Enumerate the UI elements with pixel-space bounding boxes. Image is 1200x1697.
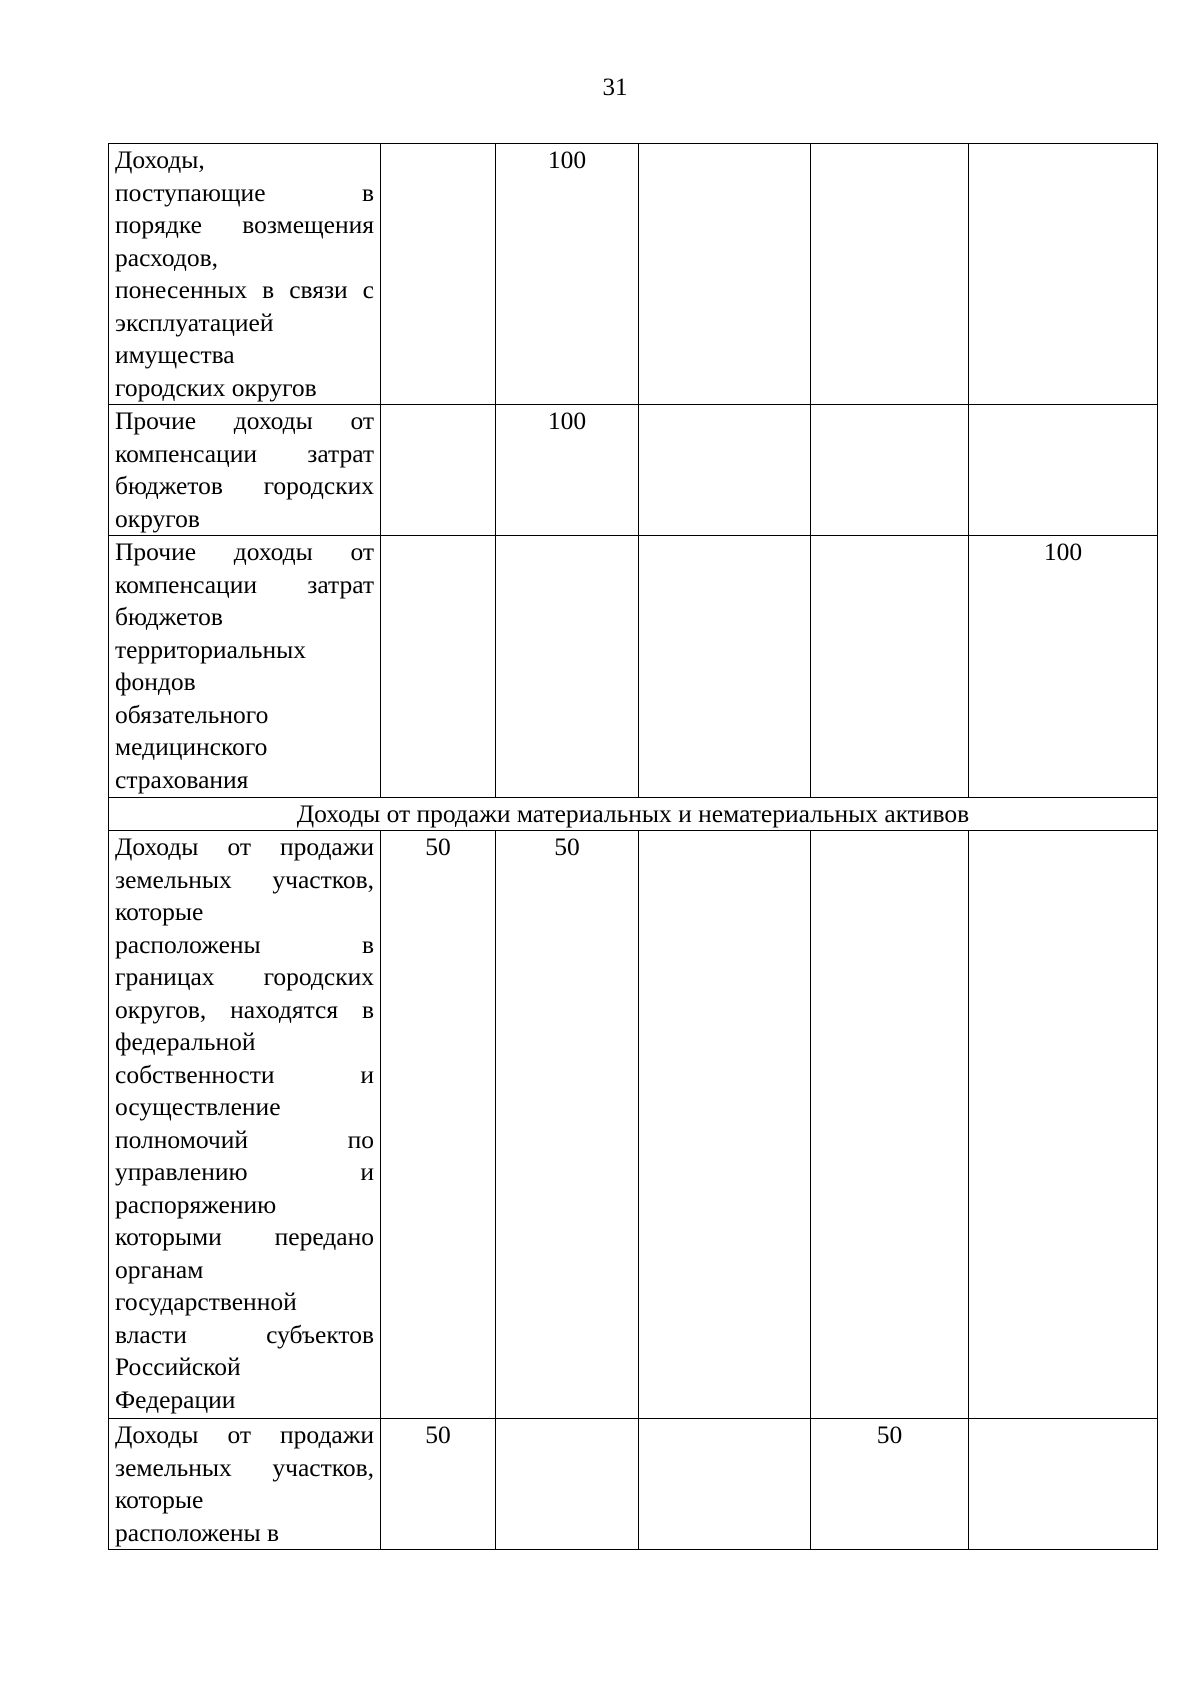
revenue-name-line: органам [115, 1254, 204, 1284]
revenue-name-line: собственности и [115, 1059, 374, 1089]
revenue-name-line: Федерации [115, 1384, 236, 1414]
revenue-name-line: бюджетов [115, 602, 223, 631]
revenue-name-line: расположены в [115, 1517, 280, 1547]
revenue-name-line: понесенных в связи с [115, 275, 374, 304]
value-cell-col2 [381, 405, 496, 536]
value-cell-col4 [639, 144, 811, 405]
table-row [109, 536, 1158, 798]
revenue-name-line: фондов [115, 667, 196, 696]
revenue-name-line: округов [115, 503, 200, 533]
revenue-name-line: которые [115, 1485, 204, 1514]
revenue-name-cell [109, 831, 381, 1419]
revenue-name-line: полномочий по [115, 1124, 374, 1154]
revenue-name-line: поступающие в [115, 177, 374, 207]
revenue-name-line: распоряжению [115, 1189, 277, 1219]
value-cell-col3 [496, 1419, 639, 1550]
revenue-name-line: медицинского [115, 732, 268, 761]
value-cell-col6 [969, 405, 1158, 536]
value-cell-col2 [381, 536, 496, 798]
revenue-name-line: которыми передано [115, 1222, 374, 1251]
revenue-name-cell [109, 1419, 381, 1550]
value-cell-col3: 100 [496, 144, 639, 405]
value-cell-col6: 100 [969, 536, 1158, 798]
revenue-name-line: компенсации затрат [115, 569, 374, 599]
value-cell-col5 [811, 536, 969, 798]
revenue-name-line: осуществление [115, 1092, 281, 1121]
revenue-name-line: имущества [115, 340, 235, 369]
revenue-name-cell [109, 144, 381, 405]
table-row [109, 831, 1158, 1419]
revenue-name-cell [109, 536, 381, 798]
value-cell-col5 [811, 405, 969, 536]
value-cell-col3 [496, 536, 639, 798]
revenue-name-line: территориальных [115, 634, 306, 664]
revenue-name-line: земельных участков, [115, 1452, 374, 1482]
revenue-name-line: федеральной [115, 1027, 256, 1056]
value-cell-col4 [639, 405, 811, 536]
revenue-name-line: Прочие доходы от [115, 537, 374, 566]
table-row [109, 1419, 1158, 1550]
revenue-name-line: управлению и [115, 1157, 374, 1186]
revenue-name-line: Доходы от продажи [115, 1420, 374, 1449]
revenue-name-line: округов, находятся в [115, 994, 374, 1024]
value-cell-col5 [811, 831, 969, 1419]
value-cell-col4 [639, 831, 811, 1419]
revenue-name-line: эксплуатацией [115, 307, 274, 337]
revenue-name-line: городских округов [115, 372, 317, 402]
revenue-name-cell [109, 405, 381, 536]
revenue-name-line: обязательного [115, 699, 269, 729]
value-cell-col4 [639, 1419, 811, 1550]
value-cell-col2 [381, 144, 496, 405]
revenue-distribution-table [108, 143, 1158, 1550]
revenue-name-line: расположены в [115, 929, 374, 959]
revenue-name-line: страхования [115, 764, 249, 794]
revenue-name-line: компенсации затрат [115, 438, 374, 468]
value-cell-col2: 50 [381, 1419, 496, 1550]
revenue-name-line: бюджетов городских [115, 471, 374, 500]
revenue-name-line: государственной [115, 1287, 297, 1316]
value-cell-col2: 50 [381, 831, 496, 1419]
value-cell-col3: 100 [496, 405, 639, 536]
revenue-name-line: Доходы, [115, 145, 205, 174]
value-cell-col4 [639, 536, 811, 798]
value-cell-col6 [969, 1419, 1158, 1550]
value-cell-col6 [969, 831, 1158, 1419]
revenue-name-line: земельных участков, [115, 864, 374, 894]
table-body [109, 144, 1158, 1550]
revenue-name-line: порядке возмещения [115, 210, 374, 239]
revenue-name-line: Прочие доходы от [115, 406, 374, 435]
revenue-name-line: расходов, [115, 242, 218, 272]
revenue-name-line: Российской [115, 1352, 241, 1381]
revenue-name-line: Доходы от продажи [115, 832, 374, 861]
table-row [109, 144, 1158, 405]
value-cell-col5: 50 [811, 1419, 969, 1550]
table-row [109, 405, 1158, 536]
section-heading-row [109, 798, 1158, 831]
revenue-name-line: власти субъектов [115, 1319, 374, 1349]
value-cell-col6 [969, 144, 1158, 405]
section-heading: Доходы от продажи материальных и нематериальных активов [109, 798, 1158, 831]
value-cell-col3: 50 [496, 831, 639, 1419]
revenue-name-line: которые [115, 897, 204, 926]
revenue-name-line: границах городских [115, 962, 374, 991]
page-number: 31 [602, 74, 628, 101]
value-cell-col5 [811, 144, 969, 405]
